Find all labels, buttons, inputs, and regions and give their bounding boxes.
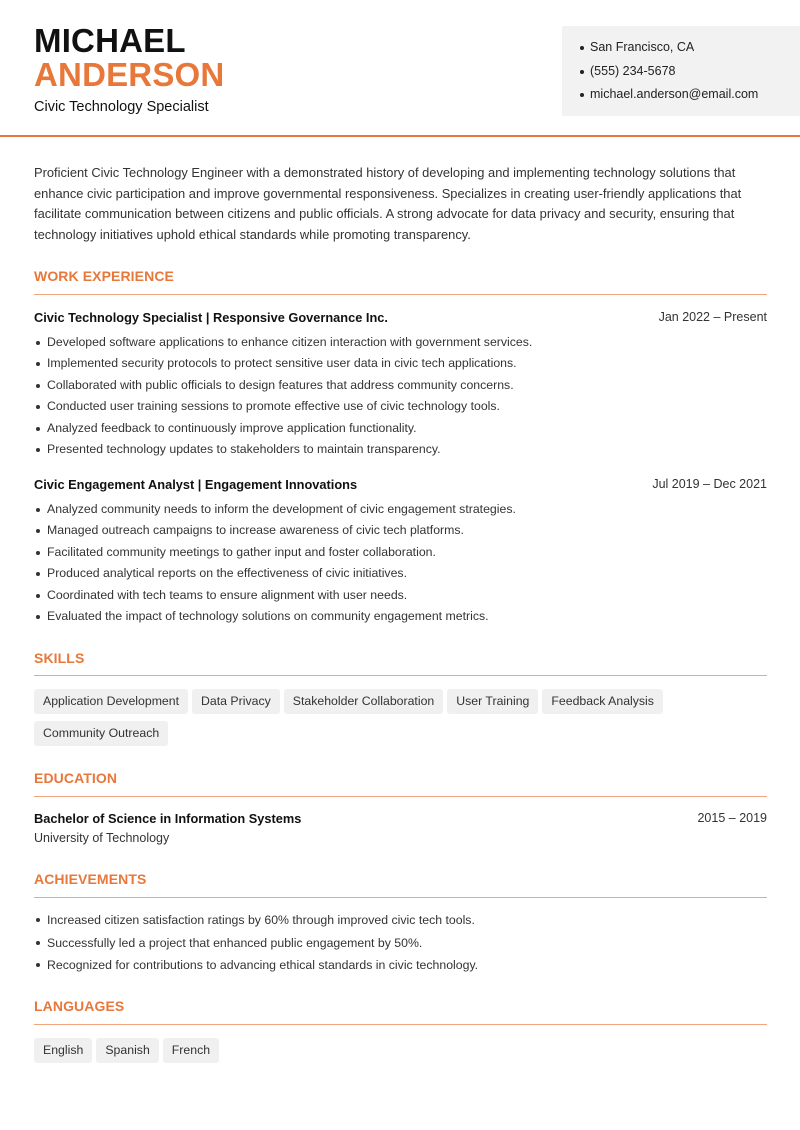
list-item: Produced analytical reports on the effectiveness of civic initiatives. <box>34 563 767 584</box>
section-title-work: WORK EXPERIENCE <box>34 268 174 284</box>
job-bullets <box>34 332 767 460</box>
job-heading: Civic Technology Specialist | Responsive Governance Inc. <box>34 310 388 325</box>
job-bullets <box>34 499 767 627</box>
skill-tag: Feedback Analysis <box>542 689 663 714</box>
contact-box <box>562 26 800 116</box>
list-item: Analyzed feedback to continuously improve application functionality. <box>34 418 767 439</box>
last-name: ANDERSON <box>34 56 225 93</box>
list-item: Collaborated with public officials to design features that address community concerns. <box>34 375 767 396</box>
list-item: Implemented security protocols to protect sensitive user data in civic tech applications. <box>34 353 767 374</box>
job-role: Civic Technology Specialist <box>34 99 209 115</box>
list-item: Recognized for contributions to advancing ethical standards in civic technology. <box>34 954 767 977</box>
education-dates: 2015 – 2019 <box>697 811 767 825</box>
skill-tag: Data Privacy <box>192 689 280 714</box>
list-item: Successfully led a project that enhanced public engagement by 50%. <box>34 932 767 955</box>
skills-tags <box>34 689 774 753</box>
section-title-languages: LANGUAGES <box>34 998 125 1014</box>
list-item: Presented technology updates to stakeholders to maintain transparency. <box>34 439 767 460</box>
summary-paragraph: Proficient Civic Technology Engineer with a demonstrated history of developing and implementing technology solutions that enhance civic participation and improve governmental responsiveness. Specializes in creating user-friendly applications that facilitate communication between citizens and public officials. A strong advocate for data privacy and security, ensuring that technology initiatives uphold ethical standards while promoting transparency. <box>34 165 742 243</box>
education-degree: Bachelor of Science in Information Systems <box>34 811 302 826</box>
list-item: Evaluated the impact of technology solutions on community engagement metrics. <box>34 606 767 627</box>
languages-tags <box>34 1038 774 1070</box>
section-title-education: EDUCATION <box>34 770 118 786</box>
list-item: Analyzed community needs to inform the development of civic engagement strategies. <box>34 499 767 520</box>
resume-header <box>0 0 800 137</box>
list-item: Coordinated with tech teams to ensure alignment with user needs. <box>34 585 767 606</box>
section-divider <box>34 675 767 676</box>
skill-tag: Stakeholder Collaboration <box>284 689 444 714</box>
section-divider <box>34 796 767 797</box>
language-tag: French <box>163 1038 219 1063</box>
achievements-list <box>34 909 767 977</box>
skill-tag: Application Development <box>34 689 188 714</box>
job-heading: Civic Engagement Analyst | Engagement Innovations <box>34 477 358 492</box>
skill-tag: Community Outreach <box>34 721 168 746</box>
job-dates: Jul 2019 – Dec 2021 <box>652 477 767 491</box>
first-name: MICHAEL <box>34 22 186 59</box>
contact-phone[interactable]: (555) 234-5678 <box>580 60 800 84</box>
language-tag: English <box>34 1038 92 1063</box>
section-divider <box>34 897 767 898</box>
list-item: Conducted user training sessions to promote effective use of civic technology tools. <box>34 396 767 417</box>
education-school: University of Technology <box>34 831 170 845</box>
list-item: Developed software applications to enhance citizen interaction with government services. <box>34 332 767 353</box>
contact-email[interactable]: michael.anderson@email.com <box>580 83 800 107</box>
list-item: Increased citizen satisfaction ratings by 60% through improved civic tech tools. <box>34 909 767 932</box>
section-title-achievements: ACHIEVEMENTS <box>34 871 147 887</box>
section-title-skills: SKILLS <box>34 650 85 666</box>
list-item: Managed outreach campaigns to increase awareness of civic tech platforms. <box>34 520 767 541</box>
section-divider <box>34 1024 767 1025</box>
section-divider <box>34 294 767 295</box>
contact-location: San Francisco, CA <box>580 36 800 60</box>
skill-tag: User Training <box>447 689 538 714</box>
list-item: Facilitated community meetings to gather input and foster collaboration. <box>34 542 767 563</box>
language-tag: Spanish <box>96 1038 158 1063</box>
job-dates: Jan 2022 – Present <box>658 310 767 324</box>
